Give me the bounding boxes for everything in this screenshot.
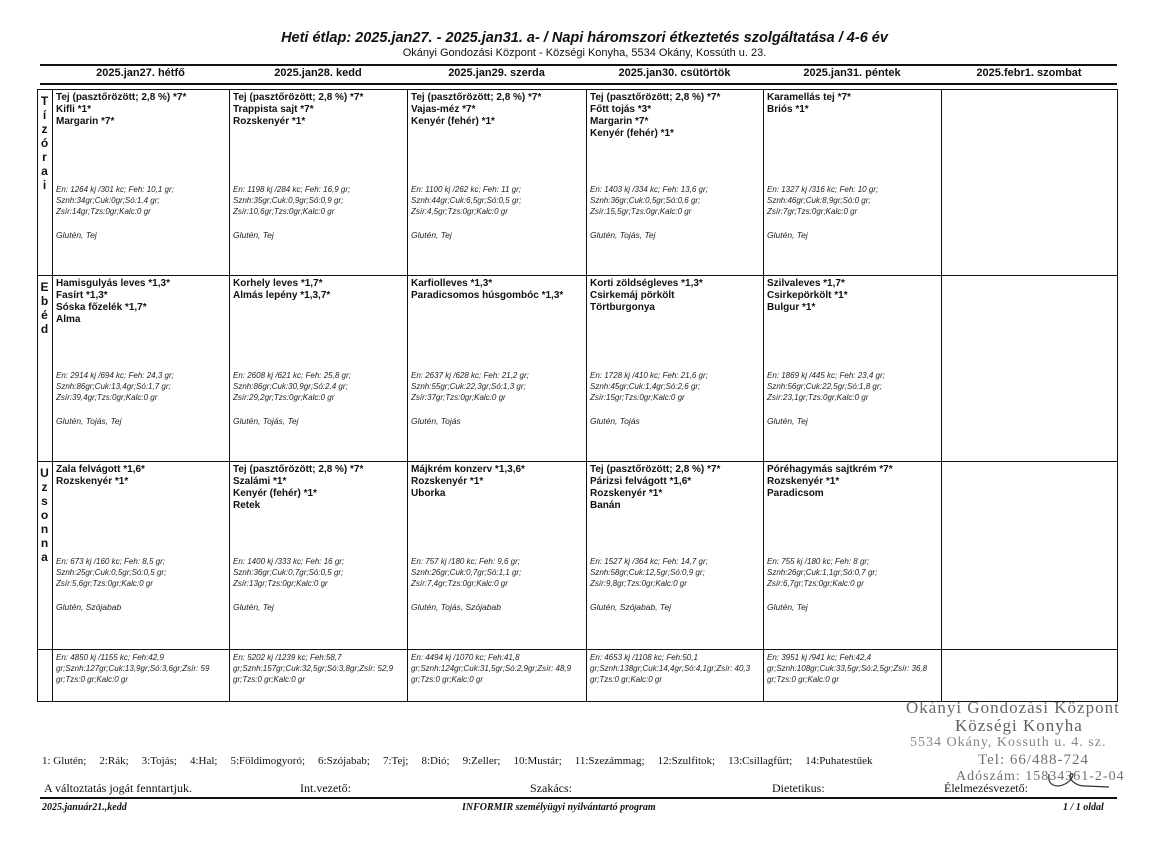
dish-item: Csirkepörkölt *1* (767, 290, 848, 301)
nutrition-info (56, 370, 174, 403)
meal-label-letter: n (40, 536, 49, 550)
dish-item: Tej (pasztőrözött; 2,8 %) *7* (56, 92, 187, 103)
dish-item: Szalámi *1* (233, 476, 287, 487)
dish-item: Hamisgulyás leves *1,3* (56, 278, 170, 289)
menu-cell (408, 462, 586, 650)
nutrition-line: Sznh:86gr;Cuk:13,4gr;Só:1,7 gr; (56, 382, 171, 391)
column-divider (37, 650, 38, 702)
dish-item: Tej (pasztőrözött; 2,8 %) *7* (590, 92, 721, 103)
allergen-info: Glutén, Szójabab (56, 602, 122, 612)
menu-cell (53, 462, 229, 650)
nutrition-info (411, 184, 521, 217)
menu-cell (230, 276, 407, 462)
nutrition-line: Zsír:29,2gr;Tzs:0gr;Kalc:0 gr (233, 393, 335, 402)
dish-item: Vajas-méz *7* (411, 104, 476, 115)
allergen-legend-item: 2:Rák; (99, 755, 129, 767)
footer-page: 1 / 1 oldal (1063, 802, 1104, 813)
menu-cell (53, 276, 229, 462)
meal-label-letter: o (40, 508, 49, 522)
dish-item: Rozskenyér *1* (590, 488, 663, 499)
allergen-legend-item: 7:Tej; (382, 755, 409, 767)
dish-item: Kenyér (fehér) *1* (233, 488, 317, 499)
meal-label-letter: é (41, 308, 48, 322)
nutrition-info (767, 370, 885, 403)
meal-label (37, 94, 52, 192)
nutrition-line: Sznh:45gr;Cuk:1,4gr;Só:2,6 gr; (590, 382, 701, 391)
nutrition-line: Sznh:36gr;Cuk:0,7gr;Só:0,5 gr; (233, 568, 344, 577)
nutrition-line: Sznh:34gr;Cuk:0gr;Só:1,4 gr; (56, 196, 160, 205)
dish-item: Kifli *1* (56, 104, 92, 115)
dish-item: Rozskenyér *1* (56, 476, 129, 487)
meal-label-letter: n (40, 522, 49, 536)
nutrition-line: Zsír:5,6gr;Tzs:0gr;Kalc:0 gr (56, 579, 153, 588)
nutrition-line: En: 1403 kj /334 kc; Feh: 13,6 gr; (590, 185, 708, 194)
nutrition-info (233, 184, 350, 217)
dish-item: Szilvaleves *1,7* (767, 278, 845, 289)
dish-item: Bulgur *1* (767, 302, 816, 313)
menu-cell (230, 462, 407, 650)
dish-item: Retek (233, 500, 261, 511)
nutrition-line: Sznh:26gr;Cuk:0,7gr;Só:1,1 gr; (411, 568, 522, 577)
dish-item: Tej (pasztőrözött; 2,8 %) *7* (233, 464, 364, 475)
nutrition-line: En: 2637 kj /628 kc; Feh: 21,2 gr; (411, 371, 529, 380)
nutrition-line: En: 2914 kj /694 kc; Feh: 24,3 gr; (56, 371, 174, 380)
dish-item: Uborka (411, 488, 446, 499)
nutrition-line: Zsír:10,6gr;Tzs:0gr;Kalc:0 gr (233, 207, 335, 216)
meal-label-letter: a (41, 550, 48, 564)
allergen-legend-item: 14:Puhatestűek (805, 755, 873, 767)
menu-cell (408, 276, 586, 462)
nutrition-line: Sznh:86gr;Cuk:30,9gr;Só:2,4 gr; (233, 382, 348, 391)
nutrition-line: Sznh:35gr;Cuk:0,9gr;Só:0,9 gr; (233, 196, 344, 205)
dish-item: Paradicsom (767, 488, 824, 499)
nutrition-line: En: 2608 kj /621 kc; Feh: 25,8 gr; (233, 371, 351, 380)
dish-item: Póréhagymás sajtkrém *7* (767, 464, 893, 475)
dish-item: Margarin *7* (56, 116, 115, 127)
meal-label-letter: z (41, 480, 48, 494)
nutrition-line: Zsír:23,1gr;Tzs:0gr;Kalc:0 gr (767, 393, 869, 402)
column-divider (941, 462, 942, 650)
meal-label-letter: í (42, 108, 47, 122)
nutrition-line: En: 755 kj /180 kc; Feh: 8 gr; (767, 557, 870, 566)
dish-item: Briós *1* (767, 104, 809, 115)
nutrition-line: En: 1527 kj /364 kc; Feh: 14,7 gr; (590, 557, 708, 566)
nutrition-line: Zsír:15,5gr;Tzs:0gr;Kalc:0 gr (590, 207, 692, 216)
column-divider (1117, 462, 1118, 650)
menu-cell (587, 276, 763, 462)
nutrition-line: Zsír:13gr;Tzs:0gr;Kalc:0 gr (233, 579, 328, 588)
dish-item: Fasírt *1,3* (56, 290, 108, 301)
nutrition-line: Sznh:25gr;Cuk:0,5gr;Só:0,5 gr; (56, 568, 167, 577)
meal-label-letter: ó (40, 136, 49, 150)
nutrition-line: En: 1869 kj /445 kc; Feh: 23,4 gr; (767, 371, 885, 380)
nutrition-info (56, 556, 166, 589)
allergen-info: Glutén, Tojás, Tej (56, 416, 122, 426)
dish-item: Korhely leves *1,7* (233, 278, 323, 289)
day-header: 2025.jan28. kedd (274, 67, 362, 79)
dish-item: Zala felvágott *1,6* (56, 464, 145, 475)
int-vezeto-label: Int.vezető: (300, 781, 351, 795)
top-rule (40, 64, 1117, 66)
daily-total: En: 4494 kj /1070 kc; Feh:41,8 gr;Sznh:124gr;Cuk:31,5gr;Só:2,9gr;Zsír: 48,9 gr;Tzs:0 gr;Kalc:0 gr (411, 653, 572, 684)
dish-item: Sóska főzelék *1,7* (56, 302, 147, 313)
footer-date: 2025.január21.,kedd (42, 802, 127, 813)
allergen-info: Glutén, Tej (56, 230, 97, 240)
nutrition-line: Sznh:26gr;Cuk:1,1gr;Só:0,7 gr; (767, 568, 878, 577)
nutrition-info (590, 556, 708, 589)
nutrition-line: En: 757 kj /180 kc; Feh: 9,6 gr; (411, 557, 520, 566)
dish-item: Banán (590, 500, 621, 511)
menu-cell (230, 90, 407, 276)
dish-item: Rozskenyér *1* (411, 476, 484, 487)
dish-item: Tej (pasztőrözött; 2,8 %) *7* (233, 92, 364, 103)
stamp-line-4: Tel: 66/488-724 (978, 752, 1090, 768)
allergen-legend-item: 5:Földimogyoró; (230, 755, 306, 767)
nutrition-info (56, 184, 174, 217)
nutrition-line: Zsír:39,4gr;Tzs:0gr;Kalc:0 gr (56, 393, 158, 402)
allergen-info: Glutén, Tej (767, 602, 808, 612)
menu-cell (764, 462, 941, 650)
nutrition-line: En: 1400 kj /333 kc; Feh: 16 gr; (233, 557, 345, 566)
allergen-info: Glutén, Tej (411, 230, 452, 240)
dish-item: Kenyér (fehér) *1* (590, 128, 674, 139)
nutrition-info (411, 556, 521, 589)
page-title: Heti étlap: 2025.jan27. - 2025.jan31. a- / Napi háromszori étkeztetés szolgáltatása / 4-6 év (281, 30, 888, 46)
column-divider (1117, 90, 1118, 276)
nutrition-line: Zsír:37gr;Tzs:0gr;Kalc:0 gr (411, 393, 506, 402)
nutrition-line: Zsír:6,7gr;Tzs:0gr;Kalc:0 gr (767, 579, 864, 588)
allergen-info: Glutén, Tej (767, 416, 808, 426)
stamp-line-1: Okányi Gondozási Központ (906, 698, 1120, 717)
meal-label-letter: T (40, 94, 49, 108)
meal-label-letter: s (41, 494, 48, 508)
day-header: 2025.jan29. szerda (448, 67, 545, 79)
nutrition-line: En: 1728 kj /410 kc; Feh: 21,6 gr; (590, 371, 708, 380)
column-divider (941, 276, 942, 462)
dish-item: Májkrém konzerv *1,3,6* (411, 464, 525, 475)
menu-cell (764, 276, 941, 462)
footer-program: INFORMIR személyügyi nyilvántartó program (462, 802, 656, 813)
szakacs-label: Szakács: (530, 781, 572, 795)
dish-item: Alma (56, 314, 81, 325)
column-divider (1117, 650, 1118, 702)
nutrition-line: Zsír:15gr;Tzs:0gr;Kalc:0 gr (590, 393, 685, 402)
column-divider (941, 650, 942, 702)
dish-item: Margarin *7* (590, 116, 649, 127)
dish-item: Karamellás tej *7* (767, 92, 851, 103)
nutrition-line: En: 1264 kj /301 kc; Feh: 10,1 gr; (56, 185, 174, 194)
dish-item: Rozskenyér *1* (233, 116, 306, 127)
allergen-info: Glutén, Tojás, Tej (233, 416, 299, 426)
allergen-legend (42, 755, 885, 767)
meal-label-letter: d (40, 322, 49, 336)
allergen-info: Glutén, Tojás, Szójabab (411, 602, 501, 612)
meal-label-letter: b (40, 294, 49, 308)
stamp-line-5: Adószám: 15834361-2-04 (956, 769, 1125, 784)
dish-item: Almás lepény *1,3,7* (233, 290, 331, 301)
nutrition-line: Sznh:44gr;Cuk:6,5gr;Só:0,5 gr; (411, 196, 522, 205)
dish-item: Karfiolleves *1,3* (411, 278, 493, 289)
nutrition-line: Zsír:7gr;Tzs:0gr;Kalc:0 gr (767, 207, 858, 216)
menu-cell (764, 90, 941, 276)
nutrition-info (411, 370, 529, 403)
day-header: 2025.jan31. péntek (803, 67, 901, 79)
nutrition-line: Sznh:36gr;Cuk:0,5gr;Só:0,6 gr; (590, 196, 701, 205)
nutrition-line: En: 1100 kj /262 kc; Feh: 11 gr; (411, 185, 521, 194)
day-header: 2025.febr1. szombat (976, 67, 1082, 79)
nutrition-info (233, 370, 351, 403)
column-divider (1117, 276, 1118, 462)
page-subtitle: Okányi Gondozási Központ - Községi Konyha, 5534 Okány, Kossúth u. 23. (402, 47, 767, 59)
nutrition-line: Zsír:9,8gr;Tzs:0gr;Kalc:0 gr (590, 579, 687, 588)
dish-item: Tej (pasztőrözött; 2,8 %) *7* (590, 464, 721, 475)
bottom-rule (40, 797, 1117, 799)
nutrition-line: Sznh:46gr;Cuk:8,9gr;Só:0 gr; (767, 196, 871, 205)
elelmezesvezeto-label: Élelmezésvezető: (944, 781, 1028, 795)
allergen-legend-item: 10:Mustár; (513, 755, 562, 767)
allergen-info: Glutén, Tojás (590, 416, 640, 426)
allergen-info: Glutén, Tej (233, 602, 274, 612)
allergen-legend-item: 13:Csillagfürt; (728, 755, 793, 767)
dish-item: Csirkemáj pörkölt (590, 290, 675, 301)
daily-total: En: 5202 kj /1239 kc; Feh:58,7 gr;Sznh:157gr;Cuk:32,5gr;Só:3,8gr;Zsír: 52,9 gr;Tzs:0 gr;Kalc:0 gr (233, 653, 394, 684)
nutrition-info (233, 556, 344, 589)
allergen-legend-item: 4:Hal; (189, 755, 218, 767)
meal-label-letter: z (41, 122, 48, 136)
day-header: 2025.jan27. hétfő (96, 67, 185, 79)
nutrition-line: Sznh:55gr;Cuk:22,3gr;Só:1,3 gr; (411, 382, 526, 391)
meal-label-letter: i (42, 178, 47, 192)
meal-row (37, 461, 1118, 650)
meal-label-letter: r (42, 150, 47, 164)
stamp-line-2: Községi Konyha (955, 716, 1083, 735)
allergen-info: Glutén, Tojás (411, 416, 461, 426)
column-divider (941, 90, 942, 276)
allergen-info: Glutén, Tojás, Tej (590, 230, 656, 240)
meal-row (37, 275, 1118, 462)
header-rule (40, 83, 1117, 85)
disclaimer: A változtatás jogát fenntartjuk. (44, 781, 192, 795)
allergen-legend-item: 9:Zeller; (462, 755, 501, 767)
allergen-info: Glutén, Szójabab, Tej (590, 602, 671, 612)
dish-item: Főtt tojás *3* (590, 104, 652, 115)
allergen-legend-item: 8:Dió; (421, 755, 450, 767)
daily-total: En: 4850 kj /1155 kc; Feh:42,9 gr;Sznh:127gr;Cuk:13,9gr;Só:3,6gr;Zsír: 59 gr;Tzs:0 gr;Kalc:0 gr (56, 653, 210, 684)
allergen-legend-item: 6:Szójabab; (318, 755, 370, 767)
allergen-info: Glutén, Tej (767, 230, 808, 240)
nutrition-info (767, 184, 878, 217)
allergen-legend-item: 1: Glutén; (42, 755, 87, 767)
signature (1045, 768, 1115, 794)
daily-total: En: 3951 kj /941 kc; Feh:42,4 gr;Sznh:108gr;Cuk:33,5gr;Só:2,5gr;Zsír: 36,8 gr;Tzs:0 gr;Kalc:0 gr (767, 653, 928, 684)
allergen-legend-item: 11:Szezámmag; (574, 755, 645, 767)
nutrition-line: En: 1198 kj /284 kc; Feh: 16,9 gr; (233, 185, 351, 194)
dish-item: Párizsi felvágott *1,6* (590, 476, 692, 487)
dish-item: Törtburgonya (590, 302, 655, 313)
nutrition-info (590, 184, 708, 217)
nutrition-info (767, 556, 877, 589)
meal-label-letter: U (40, 466, 49, 480)
meal-label (37, 466, 52, 564)
allergen-info: Glutén, Tej (233, 230, 274, 240)
menu-cell (53, 90, 229, 276)
dish-item: Kenyér (fehér) *1* (411, 116, 495, 127)
menu-cell (587, 462, 763, 650)
meal-label (37, 280, 52, 336)
nutrition-line: Sznh:58gr;Cuk:12,5gr;Só:0,9 gr; (590, 568, 705, 577)
meal-row (37, 89, 1118, 276)
daily-total: En: 4653 kj /1108 kc; Feh:50,1 gr;Sznh:138gr;Cuk:14,4gr;Só:4,1gr;Zsír: 40,3 gr;Tzs:0 gr;Kalc:0 gr (590, 653, 751, 684)
totals-row (37, 649, 1118, 702)
menu-cell (408, 90, 586, 276)
meal-label-letter: a (41, 164, 48, 178)
dietetikus-label: Dietetikus: (772, 781, 825, 795)
nutrition-info (590, 370, 708, 403)
nutrition-line: Zsír:7,4gr;Tzs:0gr;Kalc:0 gr (411, 579, 508, 588)
allergen-legend-item: 12:Szulfitok; (657, 755, 716, 767)
nutrition-line: Zsír:14gr;Tzs:0gr;Kalc:0 gr (56, 207, 151, 216)
dish-item: Tej (pasztőrözött; 2,8 %) *7* (411, 92, 542, 103)
meal-label-letter: E (40, 280, 49, 294)
dish-item: Korti zöldségleves *1,3* (590, 278, 703, 289)
allergen-legend-item: 3:Tojás; (141, 755, 177, 767)
dish-item: Trappista sajt *7* (233, 104, 314, 115)
nutrition-line: Sznh:56gr;Cuk:22,5gr;Só:1,8 gr; (767, 382, 882, 391)
nutrition-line: En: 1327 kj /316 kc; Feh: 10 gr; (767, 185, 879, 194)
dish-item: Rozskenyér *1* (767, 476, 840, 487)
nutrition-line: En: 673 kj /160 kc; Feh: 8,5 gr; (56, 557, 165, 566)
menu-cell (587, 90, 763, 276)
stamp-line-3: 5534 Okány, Kossuth u. 4. sz. (910, 735, 1107, 750)
nutrition-line: Zsír:4,5gr;Tzs:0gr;Kalc:0 gr (411, 207, 508, 216)
dish-item: Paradicsomos húsgombóc *1,3* (411, 290, 564, 301)
day-header: 2025.jan30. csütörtök (618, 67, 731, 79)
